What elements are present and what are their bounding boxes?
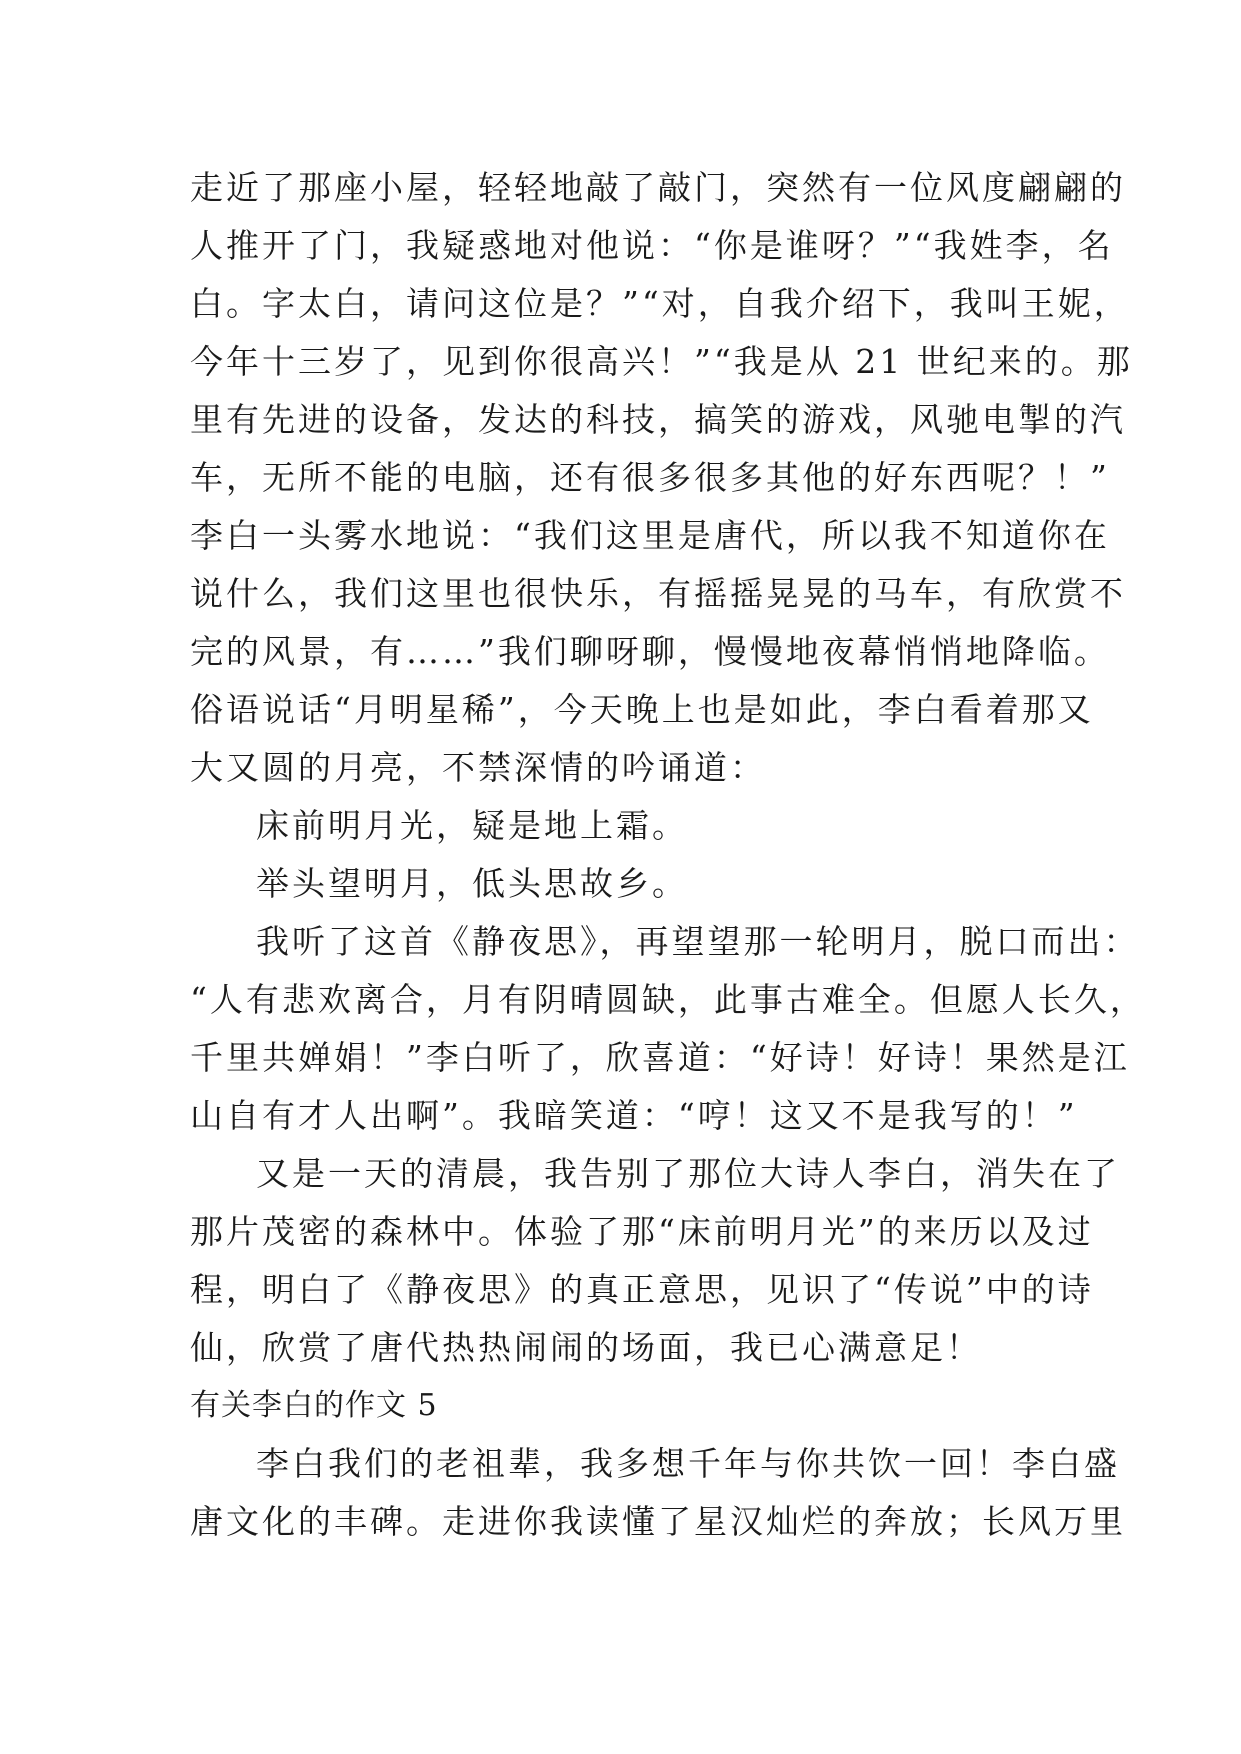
paragraph-start: 又是一天的清晨，我告别了那位大诗人李白，消失在了 xyxy=(256,1154,1120,1193)
text-line: 山自有才人出啊”。我暗笑道：“哼！这又不是我写的！” xyxy=(190,1096,1078,1135)
text-line: 大又圆的月亮，不禁深情的吟诵道： xyxy=(190,748,766,787)
text-line: 那片茂密的森林中。体验了那“床前明月光”的来历以及过 xyxy=(190,1212,1094,1251)
text-line: 白。字太白，请问这位是？”“对，自我介绍下，我叫王妮， xyxy=(190,284,1130,323)
section-heading: 有关李白的作文 5 xyxy=(190,1388,438,1423)
text-line: 今年十三岁了，见到你很高兴！”“我是从 21 世纪来的。那 xyxy=(190,342,1133,381)
paragraph-start: 李白我们的老祖辈，我多想千年与你共饮一回！李白盛 xyxy=(256,1444,1120,1483)
text-line: “人有悲欢离合，月有阴晴圆缺，此事古难全。但愿人长久， xyxy=(190,980,1146,1019)
text-line: 完的风景，有……”我们聊呀聊，慢慢地夜幕悄悄地降临。 xyxy=(190,632,1110,671)
text-line: 程，明白了《静夜思》的真正意思，见识了“传说”中的诗 xyxy=(190,1270,1094,1309)
text-line: 人推开了门，我疑惑地对他说：“你是谁呀？”“我姓李，名 xyxy=(190,226,1114,265)
poem-line: 床前明月光，疑是地上霜。 xyxy=(256,806,688,845)
poem-line: 举头望明月，低头思故乡。 xyxy=(256,864,688,903)
text-line: 里有先进的设备，发达的科技，搞笑的游戏，风驰电掣的汽 xyxy=(190,400,1126,439)
text-line: 唐文化的丰碑。走进你我读懂了星汉灿烂的奔放；长风万里 xyxy=(190,1502,1126,1541)
text-line: 说什么，我们这里也很快乐，有摇摇晃晃的马车，有欣赏不 xyxy=(190,574,1126,613)
paragraph-start: 我听了这首《静夜思》，再望望那一轮明月，脱口而出： xyxy=(256,922,1140,961)
text-line: 仙，欣赏了唐代热热闹闹的场面，我已心满意足！ xyxy=(190,1328,982,1367)
text-line: 走近了那座小屋，轻轻地敲了敲门，突然有一位风度翩翩的 xyxy=(190,168,1126,207)
text-line: 千里共婵娟！”李白听了，欣喜道：“好诗！好诗！果然是江 xyxy=(190,1038,1130,1077)
text-line: 俗语说话“月明星稀”，今天晚上也是如此，李白看着那又 xyxy=(190,690,1094,729)
text-line: 车，无所不能的电脑，还有很多很多其他的好东西呢？！” xyxy=(190,458,1110,497)
text-line: 李白一头雾水地说：“我们这里是唐代，所以我不知道你在 xyxy=(190,516,1110,555)
